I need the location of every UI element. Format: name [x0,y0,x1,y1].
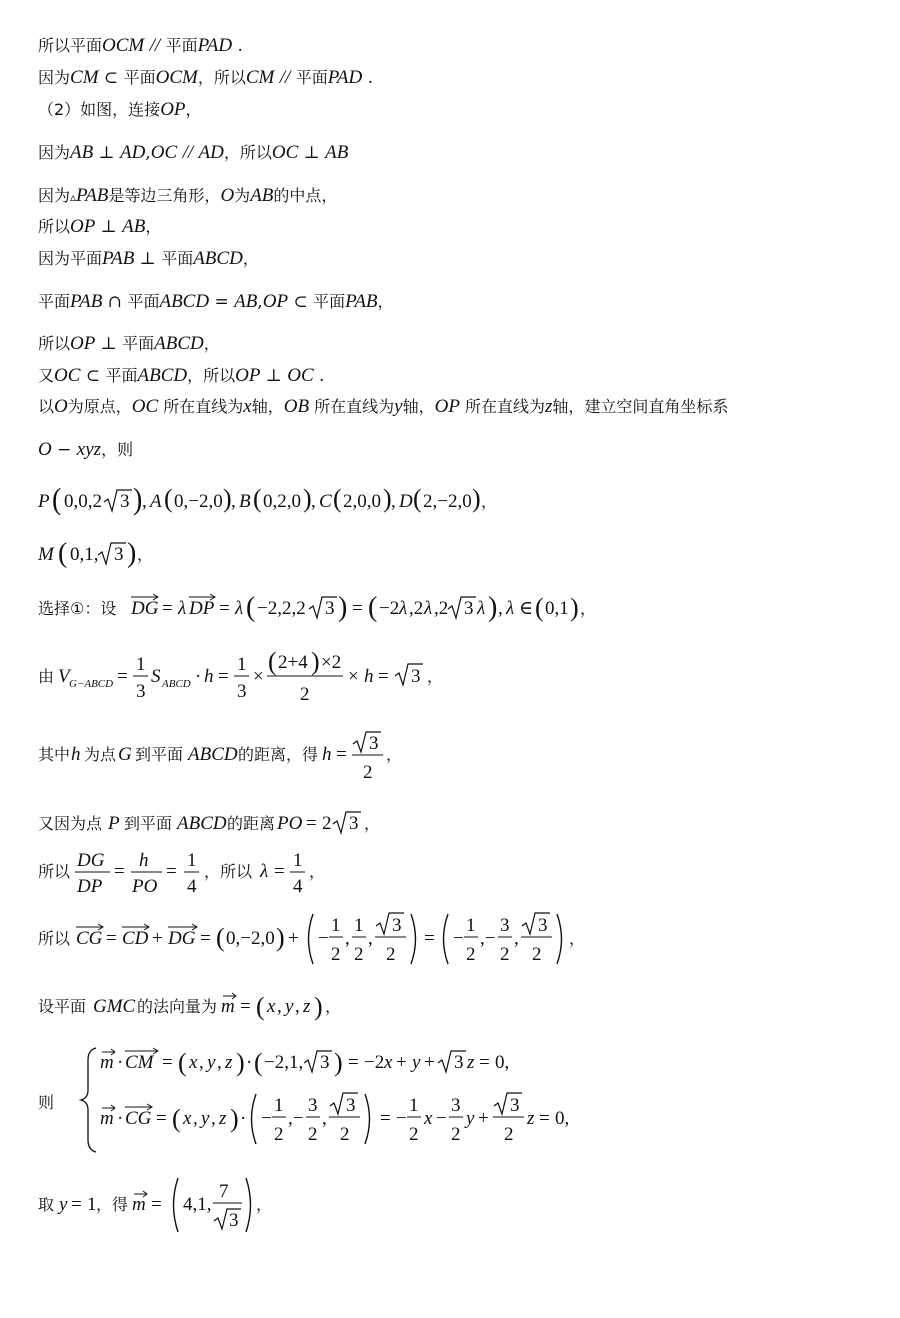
svg-text:,−: ,− [288,1108,304,1129]
svg-text:−: − [396,1108,407,1129]
svg-text:3: 3 [136,681,146,702]
svg-text:B: B [239,491,251,512]
svg-text:0,−2,0: 0,−2,0 [174,491,223,512]
svg-text:CM: CM [125,1052,154,1073]
svg-text:，: ， [386,745,403,764]
svg-text:3: 3 [120,491,130,512]
svg-text:1: 1 [409,1095,419,1116]
svg-text:又因为点: 又因为点 [38,814,103,833]
text-line-9: 所以OP ⊥ 平面ABCD， [38,333,220,354]
svg-text:ABCD: ABCD [177,813,227,834]
svg-text:，得: ，得 [96,1195,129,1214]
svg-text:(: ( [253,484,262,513]
svg-text:,: , [211,1108,216,1129]
cg-vector-line [38,906,638,972]
svg-text:,: , [514,928,519,949]
svg-text:2: 2 [354,944,364,965]
svg-text:P: P [108,813,120,834]
svg-text:为点: 为点 [84,745,117,764]
svg-text:(: ( [413,484,422,513]
svg-text:所以: 所以 [38,929,71,948]
ratio-line [38,846,458,902]
svg-text:，: ， [137,545,154,564]
svg-text:=: = [162,1052,173,1073]
svg-text:GMC: GMC [93,996,136,1017]
svg-text:，: ， [427,667,444,686]
svg-text:G−ABCD: G−ABCD [69,678,114,690]
svg-text:3: 3 [229,1210,239,1231]
svg-text:−2: −2 [379,598,400,619]
svg-text:): ) [311,647,320,676]
svg-text:y: y [59,1194,68,1215]
svg-text:(: ( [172,1104,181,1133]
svg-text:y: y [207,1052,216,1073]
svg-text:−: − [436,1108,447,1129]
svg-text:2: 2 [386,944,396,965]
text-line-6: 所以OP ⊥ AB， [38,216,162,237]
svg-text:): ) [570,593,579,622]
svg-text:2+4: 2+4 [278,652,308,673]
svg-text:CD: CD [122,928,149,949]
svg-text:0,0,2: 0,0,2 [64,491,102,512]
svg-text:0,: 0, [555,1108,570,1129]
svg-text:+: + [288,928,299,949]
svg-text:·: · [195,666,202,687]
svg-text:,: , [277,996,282,1017]
svg-text:3: 3 [325,598,335,619]
svg-text:3: 3 [346,1095,356,1116]
svg-text:2: 2 [363,762,373,783]
svg-text:z: z [527,1108,535,1129]
choice-one-line [38,585,638,631]
svg-text:3: 3 [454,1052,464,1073]
svg-text:,: , [295,996,300,1017]
svg-text:2: 2 [532,944,542,965]
svg-text:): ) [488,592,498,623]
svg-text:h: h [71,744,81,765]
svg-text:2: 2 [500,944,510,965]
svg-text:0,2,0: 0,2,0 [263,491,301,512]
svg-text:A: A [150,491,162,512]
svg-text:=: = [151,1194,162,1215]
svg-text:−: − [453,928,464,949]
svg-text:2: 2 [331,944,341,965]
svg-text:1: 1 [237,654,247,675]
svg-text:+: + [478,1108,489,1129]
svg-text:+: + [424,1052,435,1073]
svg-text:3: 3 [392,915,402,936]
svg-text:，: ， [569,929,586,948]
height-result-line [38,724,458,786]
svg-text:(: ( [333,484,342,513]
svg-text:−2: −2 [364,1052,385,1073]
svg-text:M: M [38,544,54,565]
svg-text:,: , [199,1052,204,1073]
svg-text:−2,1,: −2,1, [264,1052,304,1073]
svg-text:(: ( [256,992,265,1021]
svg-text:C: C [319,491,332,512]
svg-text:=: = [166,861,177,882]
svg-text:0,1: 0,1 [545,598,569,619]
svg-text:ABCD: ABCD [162,678,191,690]
svg-text:3: 3 [451,1095,461,1116]
volume-equation [38,643,498,707]
svg-text:×2: ×2 [321,652,342,673]
equation-system [38,1042,598,1154]
svg-text:P: P [38,491,50,512]
svg-text:h: h [364,666,374,687]
svg-text:所以: 所以 [38,862,71,881]
svg-text:,: , [217,1052,222,1073]
svg-text:0,−2,0: 0,−2,0 [226,928,275,949]
svg-text:DP: DP [77,876,103,897]
svg-text:PO: PO [132,876,158,897]
svg-text:0,: 0, [495,1052,510,1073]
svg-text:3: 3 [464,598,474,619]
svg-text:−: − [318,928,329,949]
svg-text:λ: λ [477,598,486,619]
svg-text:2: 2 [340,1124,350,1145]
text-line-10: 又OC ⊂ 平面ABCD，所以OP ⊥ OC . [38,365,325,386]
svg-text:y: y [285,996,294,1017]
svg-text:4,1,: 4,1, [183,1194,212,1215]
svg-text:4: 4 [293,876,303,897]
svg-text:2: 2 [466,944,476,965]
svg-text:DG: DG [168,928,196,949]
svg-text:+: + [152,928,163,949]
svg-text:=: = [200,928,211,949]
svg-text:=: = [274,861,285,882]
svg-text:1: 1 [293,850,303,871]
svg-text:到平面: 到平面 [124,814,173,833]
svg-text:2: 2 [451,1124,461,1145]
svg-text:1: 1 [354,915,364,936]
svg-text:，: ， [309,862,326,881]
svg-text:): ) [236,1048,245,1077]
svg-text:，: ， [580,599,597,618]
svg-text:1: 1 [331,915,341,936]
svg-text:其中: 其中 [38,745,71,764]
svg-text:): ) [338,592,348,623]
svg-text:1: 1 [87,1194,97,1215]
svg-text:x: x [424,1108,433,1129]
svg-text:=: = [378,666,389,687]
svg-text:=: = [114,861,125,882]
svg-text:h: h [204,666,214,687]
svg-text:CG: CG [125,1108,152,1129]
svg-text:4: 4 [187,876,197,897]
svg-text:λ: λ [399,598,408,619]
svg-text:−: − [261,1108,272,1129]
svg-text:取: 取 [38,1195,55,1214]
text-line-12: O − xyz，则 [38,439,134,460]
svg-text:h: h [139,850,149,871]
text-line-4: 因为AB ⊥ AD,OC // AD，所以OC ⊥ AB [38,142,349,163]
svg-text:(: ( [58,538,68,569]
svg-text:): ) [223,484,232,513]
svg-text:λ: λ [506,598,515,619]
svg-text:=: = [162,598,173,619]
svg-text:=: = [219,598,230,619]
svg-text:，所以: ，所以 [204,862,253,881]
svg-text:S: S [151,666,161,687]
svg-text:(: ( [368,592,378,623]
svg-text:3: 3 [411,666,421,687]
svg-text:+: + [396,1052,407,1073]
normal-vector-line [38,990,458,1026]
svg-text:λ: λ [260,861,269,882]
svg-text:(: ( [216,923,225,952]
svg-text:=: = [106,928,117,949]
svg-text:DG: DG [77,850,105,871]
svg-text:2: 2 [409,1124,419,1145]
left-brace-icon [78,1046,100,1154]
svg-text:的法向量为: 的法向量为 [137,997,218,1016]
svg-text:的距离，得: 的距离，得 [238,745,319,764]
svg-text:z: z [303,996,311,1017]
svg-text:由: 由 [38,667,55,686]
svg-text:x: x [267,996,276,1017]
svg-text:2: 2 [300,684,310,705]
svg-text:3: 3 [510,1095,520,1116]
svg-text:7: 7 [219,1181,229,1202]
svg-text:,−: ,− [480,928,496,949]
svg-text:z: z [219,1108,227,1129]
svg-text:x: x [183,1108,192,1129]
svg-text:=: = [539,1108,550,1129]
svg-text:DG: DG [131,598,159,619]
svg-text:=: = [380,1108,391,1129]
svg-text:,: , [142,491,147,512]
svg-text:3: 3 [369,733,379,754]
text-line-7: 因为平面PAB ⊥ 平面ABCD， [38,248,259,269]
svg-text:·: · [117,1052,124,1073]
svg-text:到平面: 到平面 [135,745,184,764]
svg-text:x: x [384,1052,393,1073]
svg-text:y: y [466,1108,475,1129]
svg-text:): ) [334,1048,343,1077]
svg-text:=: = [240,996,251,1017]
svg-text:m: m [221,996,235,1017]
svg-text:=: = [71,1194,82,1215]
svg-text:(: ( [268,647,277,676]
svg-text:λ: λ [235,598,244,619]
svg-text:CG: CG [76,928,103,949]
svg-text:=: = [348,1052,359,1073]
svg-text:,: , [368,928,373,949]
svg-text:2: 2 [504,1124,514,1145]
svg-text:3: 3 [538,915,548,936]
svg-text:(: ( [178,1048,187,1077]
svg-text:，: ， [364,814,381,833]
svg-text:=: = [352,598,363,619]
svg-text:(: ( [164,484,173,513]
svg-text:,: , [322,1108,327,1129]
svg-text:(: ( [535,593,544,622]
svg-text:1: 1 [466,915,476,936]
svg-text:,: , [193,1108,198,1129]
svg-text:=: = [424,928,435,949]
svg-text:G: G [118,744,132,765]
svg-text:(: ( [52,482,62,517]
svg-text:): ) [383,484,392,513]
svg-text:x: x [189,1052,198,1073]
svg-text:m: m [100,1108,114,1129]
svg-text:): ) [230,1104,239,1133]
text-line-2: 因为CM ⊂ 平面OCM，所以CM // 平面PAD . [38,67,374,88]
final-normal-vector-line [38,1170,358,1236]
svg-text:): ) [276,923,285,952]
svg-text:,: , [231,491,236,512]
svg-text:=: = [306,813,317,834]
svg-text:3: 3 [349,813,359,834]
svg-text:0,1,: 0,1, [70,544,99,565]
svg-text:3: 3 [500,915,510,936]
text-line-11: 以O为原点，OC 所在直线为x轴，OB 所在直线为y轴，OP 所在直线为z轴，建立空间直角坐标系 [38,396,729,417]
svg-text:h: h [322,744,332,765]
svg-text:ABCD: ABCD [188,744,238,765]
svg-text:3: 3 [308,1095,318,1116]
svg-text:，: ， [325,997,342,1016]
svg-text:2: 2 [308,1124,318,1145]
svg-text:): ) [127,538,137,569]
text-line-1: 所以平面OCM // 平面PAD . [38,35,243,56]
svg-text:λ: λ [178,598,187,619]
svg-text:(: ( [246,592,256,623]
svg-text:3: 3 [237,681,247,702]
po-distance-line [38,806,458,842]
svg-text:λ: λ [424,598,433,619]
point-m-line [38,532,198,576]
svg-text:1: 1 [274,1095,284,1116]
svg-text:DP: DP [189,598,215,619]
system-rows [100,1042,600,1154]
svg-text:z: z [225,1052,233,1073]
svg-text:3: 3 [114,544,124,565]
svg-text:1: 1 [136,654,146,675]
svg-text:，: ， [481,492,498,511]
svg-text:∈: ∈ [519,598,534,619]
svg-text:,: , [391,491,396,512]
svg-text:y: y [412,1052,421,1073]
svg-text:y: y [201,1108,210,1129]
svg-text:m: m [100,1052,114,1073]
svg-text:·: · [117,1108,124,1129]
svg-text:,: , [498,598,503,619]
svg-text:×: × [348,666,359,687]
svg-text:z: z [467,1052,475,1073]
svg-text:m: m [132,1194,146,1215]
svg-text:V: V [58,666,70,687]
svg-text:=: = [117,666,128,687]
svg-text:): ) [314,992,323,1021]
svg-text:PO: PO [277,813,303,834]
svg-text:设平面: 设平面 [38,997,87,1016]
svg-text:·: · [246,1052,253,1073]
svg-text:,: , [345,928,350,949]
svg-text:2,−2,0: 2,−2,0 [423,491,472,512]
svg-text:,2: ,2 [409,598,424,619]
svg-text:的距离: 的距离 [227,814,276,833]
svg-text:): ) [303,484,312,513]
then-label: 则 [38,1093,55,1112]
svg-text:,: , [311,491,316,512]
text-line-8: 平面PAB ∩ 平面ABCD = AB,OP ⊂ 平面PAB， [38,291,394,312]
svg-text:，: ， [256,1195,273,1214]
svg-text:D: D [399,491,413,512]
text-line-3: （2）如图，连接OP， [38,99,202,120]
svg-text:): ) [472,484,481,513]
svg-text:=: = [218,666,229,687]
svg-text:2,0,0: 2,0,0 [343,491,381,512]
svg-text:): ) [133,482,143,517]
svg-text:×: × [253,666,264,687]
coordinates-line [38,478,558,522]
svg-text:·: · [240,1108,247,1129]
svg-text:=: = [156,1108,167,1129]
svg-text:,2: ,2 [434,598,449,619]
svg-text:1: 1 [187,850,197,871]
svg-text:(: ( [254,1048,263,1077]
svg-text:选择①：设: 选择①：设 [38,599,117,618]
svg-text:3: 3 [320,1052,330,1073]
svg-text:−2,2,2: −2,2,2 [257,598,306,619]
svg-text:=: = [336,744,347,765]
svg-text:2: 2 [274,1124,284,1145]
svg-text:=: = [479,1052,490,1073]
text-line-5: 因为▵PAB是等边三角形，O为AB的中点， [38,185,338,206]
svg-text:2: 2 [322,813,332,834]
